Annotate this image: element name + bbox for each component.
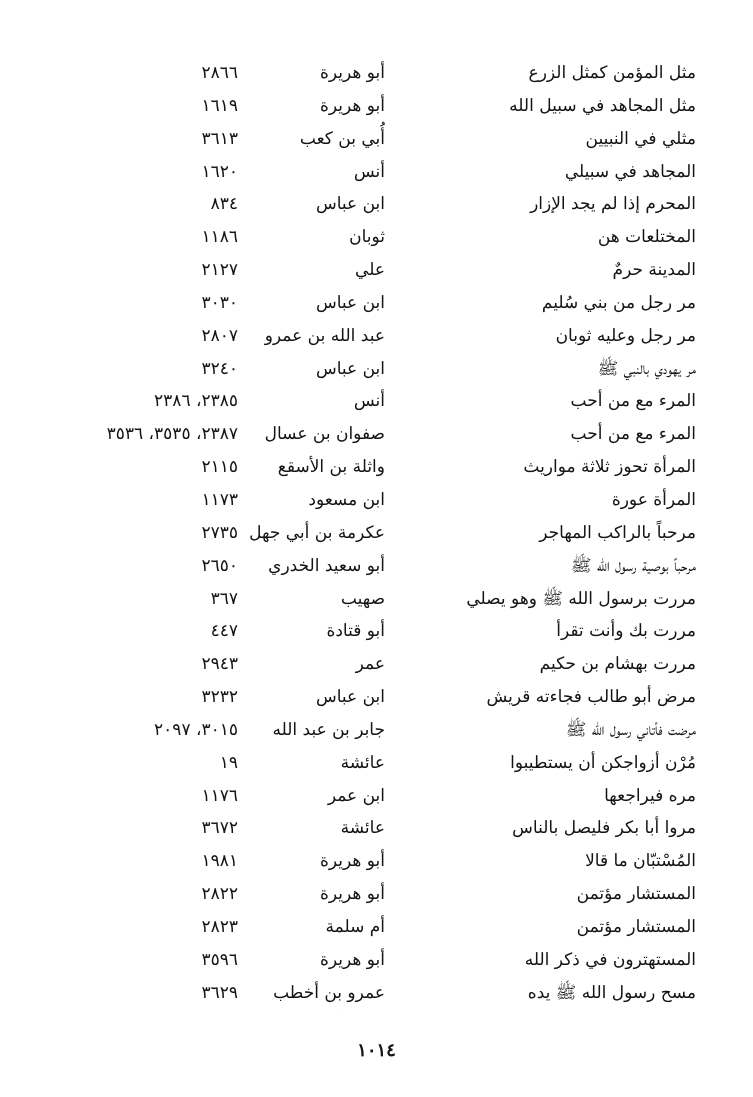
narrator-name: ثوبان xyxy=(349,227,385,248)
narrator-name: أبو هريرة xyxy=(319,63,385,83)
index-row xyxy=(0,353,753,386)
narrator-name: ابن عمر xyxy=(327,785,385,806)
index-row xyxy=(0,287,753,320)
hadith-number: ٣٥٩٦ xyxy=(201,949,238,970)
index-row xyxy=(0,681,753,714)
index-row xyxy=(0,57,753,90)
hadith-number: ٣٠٣٠ xyxy=(201,292,238,313)
narrator-name: علي xyxy=(355,260,385,281)
narrator-name: أُبي بن كعب xyxy=(299,128,385,149)
hadith-number: ٢٨٢٢ xyxy=(201,884,238,905)
hadith-number: ١٦٢٠ xyxy=(201,161,238,182)
hadith-opening: المختلعات هن xyxy=(597,227,696,248)
hadith-number: ٢٣٨٧، ٣٥٣٥، ٣٥٣٦ xyxy=(106,424,238,445)
hadith-opening: مرحباً بوصية رسول الله ﷺ xyxy=(570,555,696,576)
hadith-opening: مثل المؤمن كمثل الزرع xyxy=(528,63,696,83)
page-number: ١٠١٤ xyxy=(357,1040,396,1061)
hadith-opening: المرء مع من أحب xyxy=(570,391,696,412)
hadith-opening: مرض أبو طالب فجاءته قريش xyxy=(486,687,696,708)
hadith-opening: مررت بك وأنت تقرأ xyxy=(556,621,696,642)
hadith-opening: مررت برسول الله ﷺ وهو يصلي xyxy=(466,588,696,609)
index-row xyxy=(0,221,753,254)
narrator-name: عائشة xyxy=(340,752,385,773)
narrator-name: واثلة بن الأسقع xyxy=(277,457,385,478)
hadith-opening: المرأة عورة xyxy=(611,489,696,510)
index-row xyxy=(0,812,753,845)
hadith-opening: المحرم إذا لم يجد الإزار xyxy=(530,194,696,215)
narrator-name: ابن عباس xyxy=(315,194,385,215)
hadith-opening: مر رجل من بني سُليم xyxy=(541,292,696,313)
index-row xyxy=(0,977,753,1010)
hadith-number: ٣٦٢٩ xyxy=(201,982,238,1003)
hadith-number: ٢٨٠٧ xyxy=(201,325,238,346)
narrator-name: أبو هريرة xyxy=(319,949,385,970)
index-row xyxy=(0,451,753,484)
index-row xyxy=(0,320,753,353)
narrator-name: أنس xyxy=(353,161,385,182)
hadith-number: ٢٨٦٦ xyxy=(201,63,238,83)
narrator-name: جابر بن عبد الله xyxy=(272,719,385,740)
index-row xyxy=(0,90,753,123)
hadith-number: ٣٢٤٠ xyxy=(201,358,238,379)
index-row xyxy=(0,944,753,977)
hadith-opening: المستهترون في ذكر الله xyxy=(524,949,696,970)
index-row xyxy=(0,845,753,878)
narrator-name: أبو قتادة xyxy=(326,621,385,642)
hadith-number: ١١٨٦ xyxy=(201,227,238,248)
index-row xyxy=(0,583,753,616)
hadith-opening: المرأة تحوز ثلاثة مواريث xyxy=(523,457,696,478)
index-row xyxy=(0,517,753,550)
index-row xyxy=(0,878,753,911)
narrator-name: ابن عباس xyxy=(315,358,385,379)
hadith-opening: مرضت فأتاني رسول الله ﷺ xyxy=(565,719,696,740)
index-row xyxy=(0,188,753,221)
index-row xyxy=(0,418,753,451)
hadith-opening: مررت بهشام بن حكيم xyxy=(539,654,696,675)
narrator-name: عبد الله بن عمرو xyxy=(264,325,385,346)
narrator-name: أبو هريرة xyxy=(319,851,385,872)
narrator-name: أبو هريرة xyxy=(319,95,385,116)
hadith-number: ١١٧٦ xyxy=(201,785,238,806)
hadith-opening: مسح رسول الله ﷺ يده xyxy=(527,982,696,1003)
hadith-number: ٢٧٣٥ xyxy=(201,522,238,543)
narrator-name: ابن عباس xyxy=(315,292,385,313)
hadith-number: ٣٦١٣ xyxy=(201,128,238,149)
narrator-name: صفوان بن عسال xyxy=(264,424,385,445)
index-row xyxy=(0,254,753,287)
index-row xyxy=(0,123,753,156)
index-row xyxy=(0,615,753,648)
hadith-opening: المجاهد في سبيلي xyxy=(564,161,696,182)
hadith-number: ٢١١٥ xyxy=(201,457,238,478)
hadith-number: ١٩ xyxy=(219,752,238,773)
hadith-number: ٣٦٧ xyxy=(210,588,238,609)
hadith-opening: مره فيراجعها xyxy=(604,785,696,806)
narrator-name: عكرمة بن أبي جهل xyxy=(249,522,385,543)
hadith-number: ١٩٨١ xyxy=(201,851,238,872)
hadith-opening: مثلي في النبيين xyxy=(585,128,696,149)
hadith-number: ٨٣٤ xyxy=(210,194,238,215)
narrator-name: أنس xyxy=(353,391,385,412)
hadith-opening: مرحباً بالراكب المهاجر xyxy=(539,522,696,543)
index-row xyxy=(0,714,753,747)
hadith-opening: مثل المجاهد في سبيل الله xyxy=(509,95,696,116)
hadith-opening: مر يهودي بالنبي ﷺ xyxy=(597,358,696,379)
narrator-name: عمرو بن أخطب xyxy=(273,982,385,1003)
hadith-number: ٤٤٧ xyxy=(210,621,238,642)
hadith-number: ٣٢٣٢ xyxy=(201,687,238,708)
narrator-name: عائشة xyxy=(340,818,385,839)
index-row xyxy=(0,747,753,780)
hadith-opening: المستشار مؤتمن xyxy=(576,916,696,937)
hadith-opening: مُرْن أزواجكن أن يستطيبوا xyxy=(510,752,696,773)
hadith-opening: المستشار مؤتمن xyxy=(576,884,696,905)
hadith-number: ١١٧٣ xyxy=(201,489,238,510)
index-row xyxy=(0,484,753,517)
narrator-name: صهيب xyxy=(340,588,385,609)
hadith-number: ٢٩٤٣ xyxy=(201,654,238,675)
hadith-number: ٢٨٢٣ xyxy=(201,916,238,937)
narrator-name: ابن مسعود xyxy=(308,489,385,510)
hadith-number: ٢١٢٧ xyxy=(201,260,238,281)
hadith-number: ٣٠١٥، ٢٠٩٧ xyxy=(154,719,238,740)
index-row xyxy=(0,780,753,813)
index-row xyxy=(0,550,753,583)
narrator-name: أبو هريرة xyxy=(319,884,385,905)
narrator-name: ابن عباس xyxy=(315,687,385,708)
index-row xyxy=(0,648,753,681)
hadith-index-table xyxy=(0,57,753,1009)
hadith-opening: مر رجل وعليه ثوبان xyxy=(555,325,696,346)
index-row xyxy=(0,385,753,418)
hadith-number: ٢٣٨٥، ٢٣٨٦ xyxy=(154,391,238,412)
hadith-number: ٣٦٧٢ xyxy=(201,818,238,839)
index-row xyxy=(0,911,753,944)
hadith-number: ١٦١٩ xyxy=(201,95,238,116)
narrator-name: أبو سعيد الخدري xyxy=(268,555,385,576)
narrator-name: أم سلمة xyxy=(325,916,385,937)
index-row xyxy=(0,156,753,189)
hadith-number: ٢٦٥٠ xyxy=(201,555,238,576)
hadith-opening: المرء مع من أحب xyxy=(570,424,696,445)
scan-speck: · xyxy=(340,1012,342,1019)
hadith-opening: المُسْتبّان ما قالا xyxy=(585,851,696,872)
hadith-opening: المدينة حرمٌ xyxy=(612,260,696,281)
narrator-name: عمر xyxy=(355,654,385,675)
hadith-opening: مروا أبا بكر فليصل بالناس xyxy=(512,818,696,839)
